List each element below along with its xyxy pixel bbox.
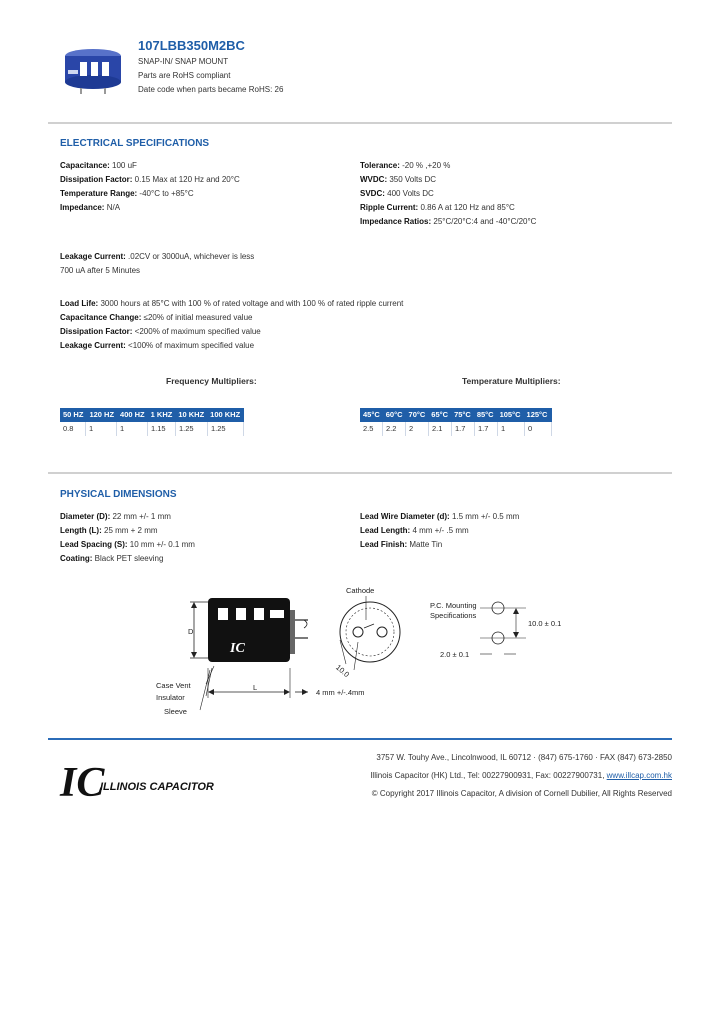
footer-hk: Illinois Capacitor (HK) Ltd., Tel: 00227900931, Fax: 00227900731, www.illcap.com.hk: [370, 771, 672, 780]
date-code-note: Date code when parts became RoHS: 26: [138, 85, 284, 94]
leakage-block: [60, 250, 254, 278]
spec-wvdc: WVDC: 350 Volts DC: [360, 175, 437, 184]
spec-df: Dissipation Factor: 0.15 Max at 120 Hz and 20°C: [60, 175, 240, 184]
temperature-value-cell: 0: [525, 422, 552, 436]
frequency-header-cell: 10 KHZ: [178, 410, 205, 419]
frequency-header-row: [60, 408, 244, 422]
frequency-header-cell: 120 HZ: [89, 410, 115, 419]
temperature-title: Temperature Multipliers:: [462, 376, 561, 386]
footer-copyright: © Copyright 2017 Illinois Capacitor, A division of Cornell Dubilier, All Rights Reserved: [371, 789, 672, 798]
spec-leakage-time: 700 uA after 5 Minutes: [60, 266, 141, 275]
frequency-value-cell: 1: [117, 422, 148, 436]
dim-lead-length: Lead Length: 4 mm +/- .5 mm: [360, 526, 469, 535]
sleeve-label: Sleeve: [164, 707, 187, 716]
frequency-value-cell: 1.15: [148, 422, 176, 436]
frequency-header-cell: 400 HZ: [120, 410, 145, 419]
spec-ripple: Ripple Current: 0.86 A at 120 Hz and 85°C: [360, 203, 515, 212]
physical-left: [60, 510, 195, 566]
frequency-value-cell: 1: [86, 422, 117, 436]
temperature-value-cell: 1: [498, 422, 525, 436]
lead-length-label: 4 mm +/-.4mm: [316, 688, 365, 697]
temperature-header-cell: 105°C: [499, 410, 521, 419]
frequency-value-row: [60, 422, 244, 436]
divider: [48, 122, 672, 124]
diameter-label: D: [188, 627, 194, 636]
dim-lead-wire: Lead Wire Diameter (d): 1.5 mm +/- 0.5 mm: [360, 512, 520, 521]
pc-mounting-label: P.C. Mounting: [430, 601, 477, 610]
hk-website-link[interactable]: www.illcap.com.hk: [606, 771, 672, 780]
capacitor-body: [208, 598, 290, 662]
temperature-header-cell: 75°C: [454, 410, 471, 419]
rohs-note: Parts are RoHS compliant: [138, 71, 231, 80]
frequency-title: Frequency Multipliers:: [166, 376, 257, 386]
electrical-left: [60, 159, 240, 215]
pc-specifications-label: Specifications: [430, 611, 477, 620]
cathode-label: Cathode: [346, 586, 375, 595]
company-logo: [60, 756, 214, 806]
logo-text: ILLINOIS CAPACITOR: [100, 781, 214, 793]
case-vent-label: Case Vent: [156, 681, 191, 690]
temperature-header-cell: 45°C: [363, 410, 380, 419]
load-life-block: [60, 297, 403, 353]
temperature-header-row: [360, 408, 552, 422]
temperature-header-cell: 85°C: [476, 410, 494, 419]
temperature-table: [360, 408, 552, 436]
electrical-right: [360, 159, 536, 229]
pc-spacing-label: 10.0 ± 0.1: [528, 619, 562, 628]
frequency-value-cell: 1.25: [176, 422, 208, 436]
dim-diameter: Diameter (D): 22 mm +/- 1 mm: [60, 512, 171, 521]
temperature-value-cell: 2: [406, 422, 429, 436]
frequency-table: [60, 408, 244, 436]
frequency-value-cell: 1.25: [208, 422, 244, 436]
logo-mark: IC: [60, 760, 105, 806]
dim-lead-finish: Lead Finish: Matte Tin: [360, 540, 443, 549]
footer-divider: [48, 738, 672, 740]
can-marking: IC: [230, 641, 245, 656]
subtitle: SNAP-IN/ SNAP MOUNT: [138, 57, 229, 66]
spec-temp: Temperature Range: -40°C to +85°C: [60, 189, 194, 198]
spec-svdc: SVDC: 400 Volts DC: [360, 189, 434, 198]
temperature-value-cell: 2.5: [360, 422, 383, 436]
temperature-value-row: [360, 422, 552, 436]
spec-leakage-change: Leakage Current: <100% of maximum specified value: [60, 341, 255, 350]
part-number: 107LBB350M2BC: [138, 38, 245, 53]
spec-impedance-ratios: Impedance Ratios: 25°C/20°C:4 and -40°C/20°C: [360, 217, 537, 226]
physical-right: [360, 510, 519, 552]
frequency-header-cell: 50 HZ: [63, 410, 84, 419]
footer-address: 3757 W. Touhy Ave., Lincolnwood, IL 60712 · (847) 675-1760 · FAX (847) 673-2850: [376, 753, 672, 762]
dim-coating: Coating: Black PET sleeving: [60, 554, 164, 563]
temperature-value-cell: 2.2: [383, 422, 406, 436]
temperature-value-cell: 1.7: [452, 422, 475, 436]
frequency-value-cell: 0.8: [60, 422, 86, 436]
temperature-value-cell: 2.1: [429, 422, 452, 436]
temperature-header-cell: 60°C: [385, 410, 403, 419]
spacing-small-label: 10.0: [334, 662, 352, 680]
length-label: L: [253, 683, 258, 692]
spec-cap-change: Capacitance Change: ≤20% of initial measured value: [60, 313, 253, 322]
physical-title: PHYSICAL DIMENSIONS: [60, 489, 177, 500]
temperature-header-cell: 65°C: [431, 410, 449, 419]
electrical-title: ELECTRICAL SPECIFICATIONS: [60, 138, 210, 149]
dimension-drawing: [150, 580, 590, 725]
temperature-header-cell: 70°C: [408, 410, 426, 419]
frequency-header-cell: 100 KHZ: [210, 410, 241, 419]
spec-leakage: Leakage Current: .02CV or 3000uA, whichever is less: [60, 252, 255, 261]
hole-diameter-label: 2.0 ± 0.1: [440, 650, 470, 659]
spec-capacitance: Capacitance: 100 uF: [60, 161, 137, 170]
dim-length: Length (L): 25 mm + 2 mm: [60, 526, 158, 535]
spec-tolerance: Tolerance: -20 % ,+20 %: [360, 161, 451, 170]
spec-impedance: Impedance: N/A: [60, 203, 121, 212]
insulator-label: Insulator: [156, 693, 185, 702]
product-image: [58, 44, 128, 94]
dim-lead-spacing: Lead Spacing (S): 10 mm +/- 0.1 mm: [60, 540, 195, 549]
temperature-value-cell: 1.7: [475, 422, 498, 436]
spec-df-change: Dissipation Factor: <200% of maximum specified value: [60, 327, 261, 336]
divider: [48, 472, 672, 474]
frequency-header-cell: 1 KHZ: [150, 410, 173, 419]
spec-load-life: Load Life: 3000 hours at 85°C with 100 % of rated voltage and with 100 % of rated ripple current: [60, 299, 404, 308]
temperature-header-cell: 125°C: [526, 410, 548, 419]
